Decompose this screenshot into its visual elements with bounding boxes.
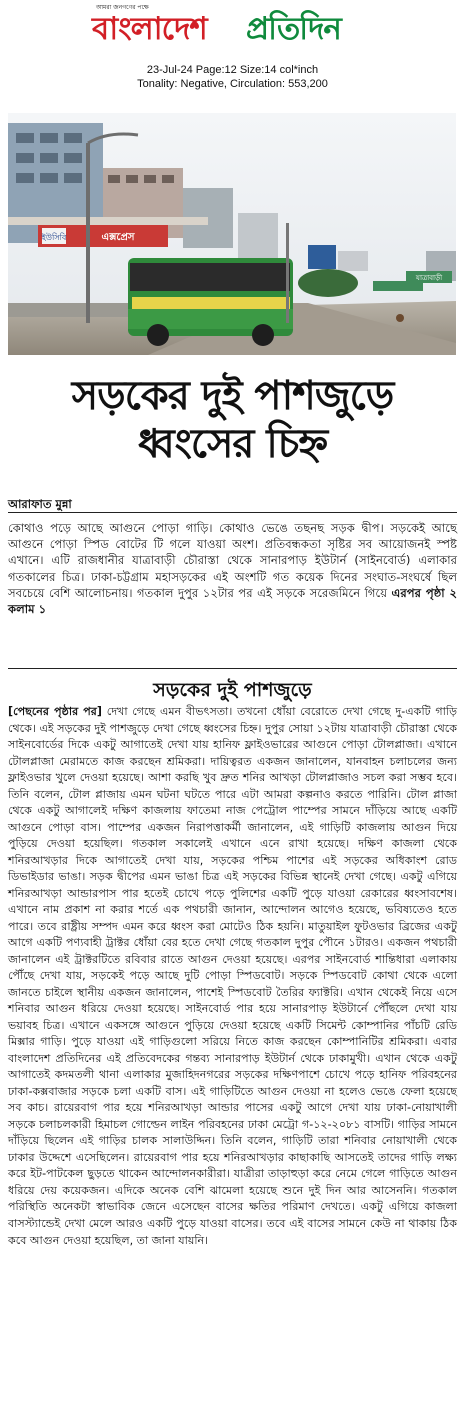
intro-text: কোথাও পড়ে আছে আগুনে পোড়া গাড়ি। কোথাও ভেঙে তছনছ সড়ক দ্বীপ। সড়কেই আছে আগুনে পোড়া স্পিড বোটের টি গলে যাওয়া অংশ। প্রতিবন্ধকতা সৃষ্টির সব আয়োজনই স্পষ্ট এখানে। এটি রাজধানীর যাত্রাবাড়ী চৌরাস্তা থেকে সানারপাড় ইউটার্ন (সাইনবোর্ড) এলাকার গতকালের চিত্র। ঢাকা-চট্টগ্রাম মহাসড়কের এই অংশটি গত কয়েক দিনের সংঘাত-সংঘর্ষে ছিল সবচেয়ে বেশি আলোচনায়। গতকাল দুপুর ১২টার পর এই সড়কে সরেজমিনে গিয়ে xyxy=(8,521,457,600)
clip-meta-date-page: 23-Jul-24 Page:12 Size:14 col*inch xyxy=(146,64,319,76)
photo-sign-canopy: এক্সপ্রেস xyxy=(101,232,135,243)
intro-paragraph xyxy=(8,520,457,617)
story-paragraph xyxy=(8,704,457,1249)
masthead xyxy=(0,0,465,62)
section-rule xyxy=(8,668,457,669)
continued-subhead: সড়কের দুই পাশজুড়ে xyxy=(153,679,312,701)
photo-sign-overpass: যাত্রাবাড়ী xyxy=(415,274,443,282)
masthead-tagline: আমরা জনগণের পক্ষে xyxy=(96,4,149,11)
headline-line-1: সড়কের দুই পাশজুড়ে xyxy=(71,373,394,419)
clip-meta-tonality: Tonality: Negative, Circulation: 553,200 xyxy=(137,78,328,90)
masthead-logo-red: বাংলাদেশ xyxy=(92,11,207,47)
continuation-tag: [পেছনের পৃষ্ঠার পর] xyxy=(8,705,102,718)
masthead-logo-green: প্রতিদিন xyxy=(246,11,341,47)
continued-note: এরপর পৃষ্ঠা ২ কলাম ১ xyxy=(8,585,458,617)
byline-rule xyxy=(8,512,457,513)
story-text: দেখা গেছে এমন বীভৎসতা। তখনো ধোঁয়া বেরোতে দেখা গেছে দু-একটি গাড়ি থেকে। এই সড়কের দুই পাশজুড়ে দেখা গেছে ধ্বংসের চিহ্ন। দুপুর সোয়া ১২টায় যাত্রাবাড়ী চৌরাস্তা থেকে সাইনবোর্ডের দিকে একটু আগাতেই দেখা যায় হানিফ ফ্লাইওভারের আগুনে পোড়া টোলপ্লাজা। এখানে টোলপ্লাজা মেরামতে কাজ করছেন শ্রমিকরা। দায়িত্বরত একজন জানালেন, যানবাহন চলাচলের জন্য ফ্লাইওভার খুলে দেওয়া হয়েছে। আশা করছি খুব দ্রুত শনির আখড়া টোলপ্লাজাও সচল করা সম্ভব হবে। তিনি বলেন, টোল প্লাজায় এমন ঘটনা ঘটতে পারে এটা আমরা কল্পনাও করতে পারিনি। টোল প্লাজা থেকে একটু আগালেই দক্ষিণ কাজলায় ফাতেমা নাজ পেট্রোল পাম্পের সামনে দাঁড়িয়ে আছে একটি আগুনে পোড়া বাস। পাম্পের একজন নিরাপত্তাকর্মী জানালেন, এই গাড়িটি কাজলায় আগুন দিয়ে পুড়িয়ে দেওয়া হয়েছিল। গতকাল সকালেই এখানে এনে রাখা হয়েছে। দক্ষিণ কাজলা থেকে শনিরআখড়ার দিকে আগাতেই দেখা যায়, সড়কের পশ্চিম পাশের এই সড়কের অধিকাংশ রোড ডিভাইডার ভাঙা। সড়ক দ্বীপের এমন ভাঙা চিত্র এই সড়কের বিভিন্ন স্থানেই দেখা গেছে। একটু এগিয়ে শনিরআখড়া আন্ডারপাস পার হতেই চোখে পড়ে পুলিশের একটি পুড়ে যাওয়া রেকারের ধ্বংসাবশেষ। এখানে নাম প্রকাশ না করার শর্তে এক পথচারী জানান, আন্দোলন আগেও হয়েছে, ভবিষ্যতেও হতে পারে। তবে রাষ্ট্রীয় সম্পদ এমন করে ধ্বংস করা মোটেও ঠিক হয়নি। মাতুয়াইল ফুটওভার ব্রিজের একটু আগে একটি পণ্যবাহী ট্রাক্টর ধোঁয়া বের হতে দেখা গেছে গতকাল দুপুর পৌনে ১টারও। একজন পথচারী জানালেন এই ট্রাক্টরটিতে রবিবার রাতে আগুন দেওয়া হয়েছে। এরপর সাইনবোর্ড শান্তিধারা এলাকায় পৌঁছে দেখা যায়, সড়কেই পড়ে আছে দুটি পোড়া স্পিডবোট। সড়কে স্পিডবোট কোথা থেকে এলো জানতে চাইলে স্থানীয় একজন জানালেন, পাশেই স্পিডবোট তৈরির ফ্যাক্টরি। এখান থেকেই নিয়ে এসে শনিবার আগুন ধরিয়ে দেওয়া হয়েছে। সাইনবোর্ড পার হয়ে সানারপাড় ইউটার্নে পৌঁছলে দেখা যায় ভয়াবহ চিত্র। এখানে একসঙ্গে আগুনে পুড়িয়ে দেওয়া হয়েছে একটি সিমেন্ট কোম্পানির পাঁচটি রেডি মিক্সার গাড়ি। পুড়ে যাওয়া এই গাড়িগুলো সরিয়ে নিতে কাজ করছেন কোম্পানিটির শ্রমিকরা। এবার বাংলাদেশ প্রতিদিনের এই প্রতিবেদকের গন্তব্য সানারপাড় ইউটার্ন থেকে ঢাকামুখী। এখান থেকে একটু আগাতেই কদমতলী থানা এলাকার মুজাহিদনগরের সড়কের দক্ষিণপাশে চোখে পড়ে হানিফ পরিবহনের ঢাকা-কক্সবাজার সড়কে চলা একটি বাস। এই গাড়িটিতে আগুন দেওয়া না হলেও ভেঙে ফেলা হয়েছে সব কাচ। রায়েরবাগ পার হয়ে শনিরআখড়া আন্ডার পাসের একটু আগে দেখা যায় ঢাকা-নোয়াখালী সড়কে চলাচলকারী হিমাচল গোল্ডেন লাইন পরিবহনের ঢাকা মেট্রো গ-১২-২০৮১ বাসটি। গাড়ির সামনে দাঁড়িয়ে ছিলেন এই গাড়ির চালক সালাউদ্দিন। তিনি বলেন, গাড়িটি তারা শনিবার নোয়াখালী থেকে ঢাকার উদ্দেশে এসেছিলেন। রায়েরবাগ পার হয়ে শনিরআখড়ার কাছাকাছি আসতেই তাদের গাড়ি লক্ষ্য করে ইট-পাটকেল ছুড়তে থাকেন আন্দোলনকারীরা। যাত্রীরা তাড়াহুড়া করে নেমে গেলে গাড়িতে আগুন ধরিয়ে দেয় কয়েকজন। এদিকে অনেক বেশি ঝামেলা হয়েছে শুনে দুই দিন আর আসেননি। গতকাল পরিস্থিতি অনেকটা স্বাভাবিক জেনে এসেছেন বাসের ক্ষতির পরিমাণ দেখতে। একটু এগিয়ে কাজলা বাসস্ট্যান্ডেই দেখা মেলে আরও একটি পুড়ে যাওয়া বাসের। তবে এই বাসের সামনে কেউ না থাকায় ঠিক কবে আগুন দেওয়া হয়েছিল, তা জানা যায়নি। xyxy=(8,705,457,1247)
photo-sign-bank: ইউসিবি xyxy=(41,233,67,242)
byline: আরাফাত মুন্না xyxy=(8,497,72,511)
news-photo xyxy=(8,113,456,355)
headline-line-2: ধ্বংসের চিহ্ন xyxy=(137,421,328,467)
